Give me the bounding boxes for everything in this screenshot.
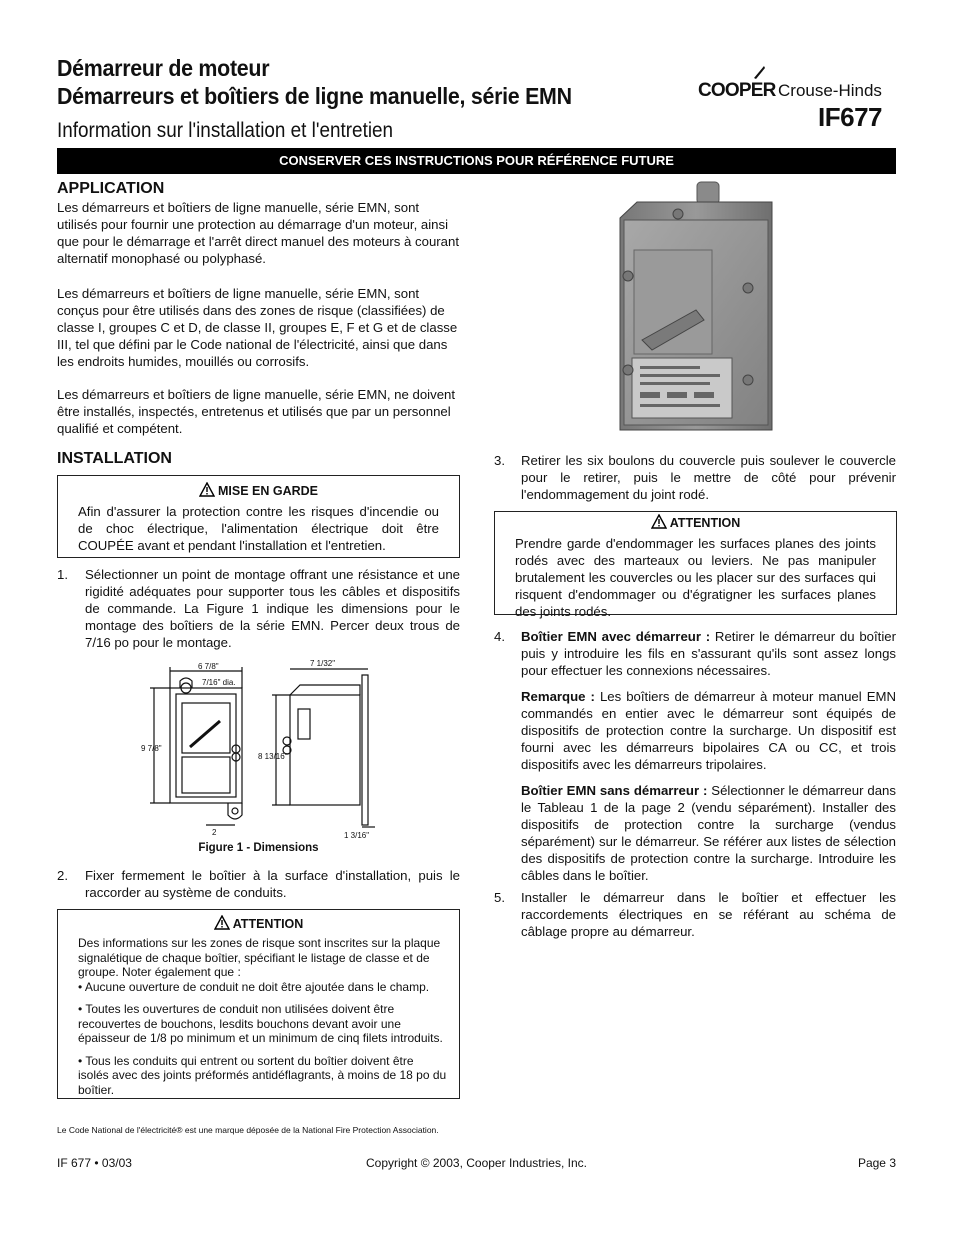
cooper-logo-mark	[748, 62, 768, 80]
dim-front-width: 6 7/8"	[198, 662, 219, 671]
dim-bottom: 2	[212, 828, 217, 837]
note-body	[521, 688, 896, 773]
step-2-number: 2.	[57, 868, 68, 883]
warning-header	[58, 482, 459, 499]
step-3-text: Retirer les six boulons du couvercle puis soulever le couvercle pour le retirer, puis le mettre de côté pour prévenir l'endommagement du joint rodé.	[521, 453, 896, 502]
step-4-text: Retirer le démarreur du boîtier puis y introduire les fils en s'assurant qu'ils sont assez longs pour effectuer les connexions nécessaires.	[521, 629, 896, 678]
attention-1-bullet-2: • Toutes les ouvertures de conduit non utilisées doivent être recouvertes de bouchons, lesdits bouchons devant avoir une épaisseur de 1/8 po minimum et un minimum de cinq filets introduits.	[78, 1002, 443, 1045]
attention-1-bullet-3: • Tous les conduits qui entrent ou sortent du boîtier doivent être isolés avec des joints préformés antidéflagrants, à moins de 18 po du boîtier.	[78, 1053, 447, 1097]
installation-heading: INSTALLATION	[57, 450, 172, 467]
step-3	[494, 452, 896, 503]
figure-1-dimensions	[140, 655, 380, 840]
application-p3: Les démarreurs et boîtiers de ligne manuelle, série EMN, ne doivent être installés, inspectés, entretenus et utilisés que par un personnel qualifié et compétent.	[57, 387, 456, 436]
cooper-logo	[698, 62, 898, 102]
attention-1-title: ATTENTION	[232, 917, 304, 931]
attention-box-1	[57, 909, 460, 1099]
attention-1-header	[58, 915, 459, 932]
application-heading: APPLICATION	[57, 180, 165, 197]
dim-side-depth: 7 1/32"	[310, 659, 336, 668]
attention-box-2	[494, 511, 897, 619]
step-5-text: Installer le démarreur dans le boîtier et effectuer les raccordements électriques en se référant au schéma de câblage propre au démarreur.	[521, 890, 896, 939]
attention-2-header	[495, 514, 896, 531]
warning-icon	[199, 482, 215, 497]
warning-text: Afin d'assurer la protection contre les risques d'incendie ou de choc électrique, l'alimentation électrique doit être COUPÉE avant et pendant l'installation et l'entretien.	[78, 504, 439, 553]
dim-hole: 7/16" dia.	[202, 678, 236, 687]
no-starter-text: Sélectionner le démarreur dans le Tableau 1 de la page 2 (vendu séparément). Installer des dispositifs de protection contre la surcharge (vendus séparément) sur le démarreur. Se référer aux listes de sélection des dispositifs de protection contre la surcharge. Introduire les câbles dans le boîtier.	[521, 783, 896, 883]
doc-code: IF677	[818, 102, 882, 132]
logo-crouse-text: Crouse-Hinds	[778, 81, 882, 100]
attention-2-text: Prendre garde d'endommager les surfaces planes des joints rodés avec des marteaux ou leviers. Ne pas manipuler brutalement les couvercles ou les placer sur des surfaces qui risquent d'endommager ou d'égratigner les surfaces planes des joints rodés.	[515, 536, 876, 619]
step-4	[494, 628, 896, 884]
step-3-number: 3.	[494, 453, 505, 468]
step-2	[57, 867, 460, 901]
logo-cooper-text: COOPER	[698, 80, 776, 101]
footnote: Le Code National de l'électricité® est une marque déposée de la National Fire Protection Association.	[57, 1125, 439, 1135]
warning-box	[57, 475, 460, 558]
no-starter-body	[521, 782, 896, 884]
no-starter-label: Boîtier EMN sans démarreur :	[521, 783, 708, 798]
title-line-1: Démarreur de moteur	[57, 55, 270, 81]
banner: CONSERVER CES INSTRUCTIONS POUR RÉFÉRENCE FUTURE	[57, 148, 896, 174]
note-text: Les boîtiers de démarreur à moteur manuel EMN commandés en entier avec le démarreur sont équipés de dispositifs de protection contre la surcharge. Un dispositif est fourni avec les démarreurs bipolaires CA ou CC, et trois dispositifs avec les démarreurs tripolaires.	[521, 689, 896, 772]
dim-foot: 1 3/16"	[344, 831, 370, 840]
step-5	[494, 889, 896, 940]
attention-2-title: ATTENTION	[669, 516, 741, 530]
note-label: Remarque :	[521, 689, 595, 704]
step-1	[57, 566, 460, 651]
attention-1-bullet-1: • Aucune ouverture de conduit ne doit être ajoutée dans le champ.	[78, 979, 430, 994]
footer-page-number: Page 3	[857, 1156, 896, 1170]
dim-front-height: 9 7/8"	[141, 744, 162, 753]
step-4-body	[521, 628, 896, 679]
warning-title: MISE EN GARDE	[217, 484, 318, 498]
attention-1-intro: Des informations sur les zones de risque sont inscrites sur la plaque signalétique de chaque boîtier, spécifiant le listage de classe et de groupe. Noter également que :	[78, 936, 441, 979]
footer-doc-ref: IF 677 • 03/03	[57, 1156, 132, 1170]
subtitle: Information sur l'installation et l'entretien	[57, 119, 394, 142]
title-line-2: Démarreurs et boîtiers de ligne manuelle, série EMN	[57, 83, 572, 109]
step-4-label: Boîtier EMN avec démarreur :	[521, 629, 711, 644]
product-photo	[612, 180, 782, 442]
warning-icon	[651, 514, 667, 529]
step-1-text: Sélectionner un point de montage offrant une résistance et une rigidité adéquates pour supporter tous les câbles et dispositifs de commande. La Figure 1 indique les dimensions pour le montage des boîtiers de la série EMN. Percer deux trous de 7/16 po pour le montage.	[85, 567, 460, 650]
step-2-text: Fixer fermement le boîtier à la surface d'installation, puis le raccorder au système de conduits.	[85, 868, 460, 900]
step-5-number: 5.	[494, 890, 505, 905]
application-p2: Les démarreurs et boîtiers de ligne manuelle, série EMN, sont conçus pour être utilisés dans des zones de risque (classifiées) de classe I, groupes C et D, de classe II, groupes E, F et G et de classe III, tel que défini par le Code national de l'électricité, ainsi que dans les endroits humides, mouillés ou corrosifs.	[57, 286, 458, 369]
figure-1-caption: Figure 1 - Dimensions	[198, 842, 319, 854]
step-1-number: 1.	[57, 567, 68, 582]
step-4-number: 4.	[494, 629, 505, 644]
application-p1: Les démarreurs et boîtiers de ligne manuelle, série EMN, sont utilisés pour fournir une protection au démarrage d'un moteur, ainsi que pour le démarrage et l'arrêt direct manuel des moteurs à courant alternatif monophasé ou polyphasé.	[57, 200, 460, 266]
footer-copyright: Copyright © 2003, Cooper Industries, Inc.	[366, 1156, 587, 1170]
dim-side-height: 8 13/16"	[258, 752, 288, 761]
warning-icon	[214, 915, 230, 930]
